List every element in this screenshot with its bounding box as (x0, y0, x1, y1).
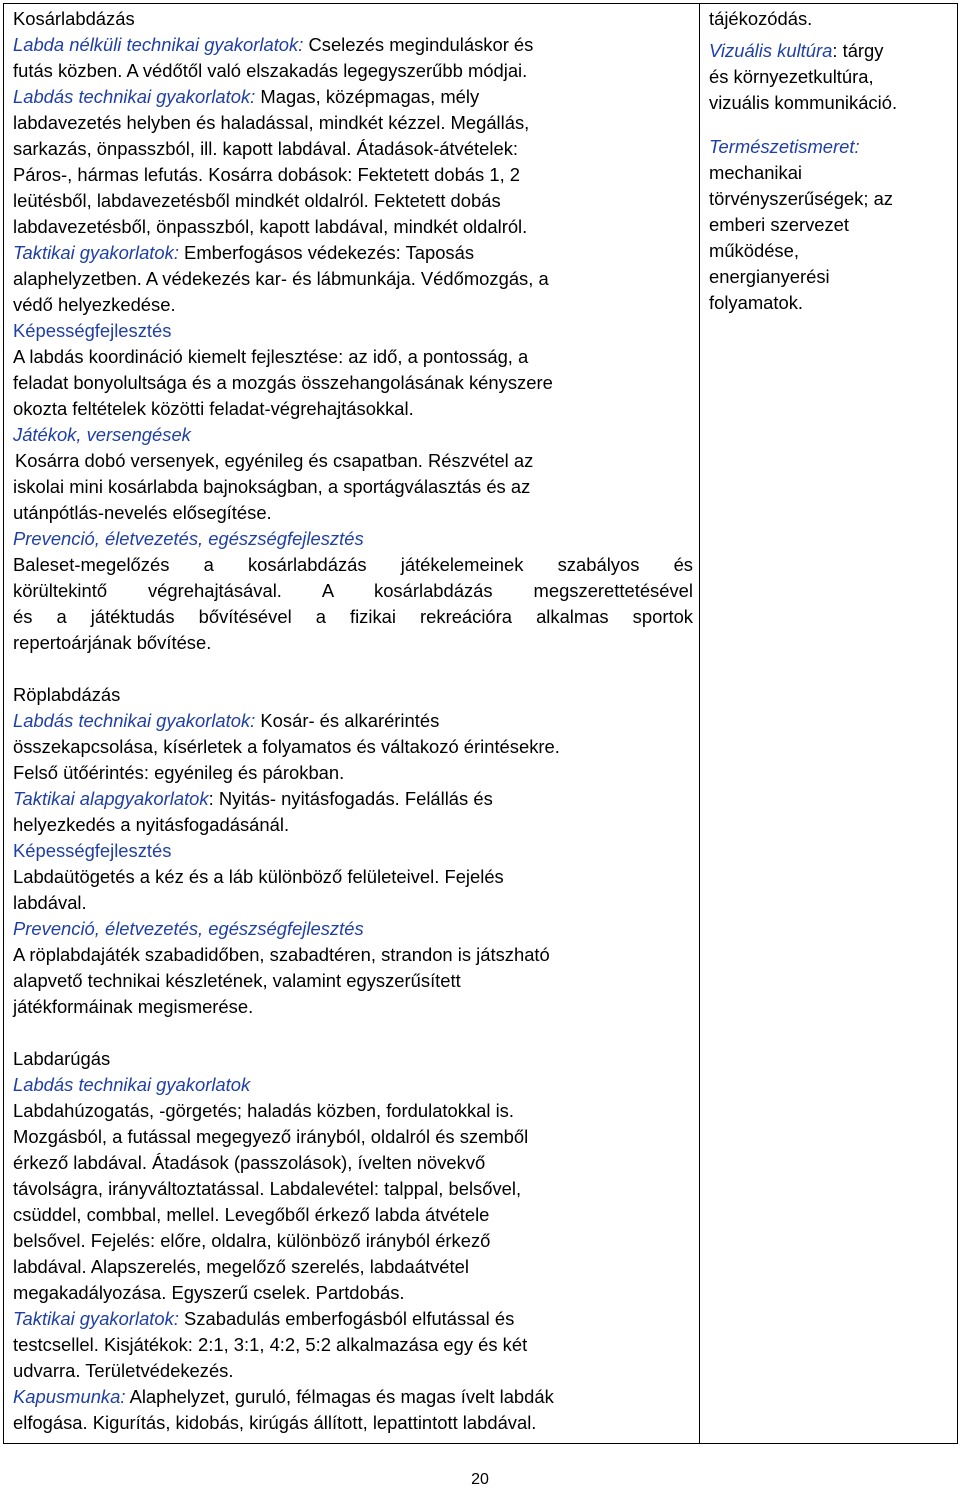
text-line: labdavezetés helyben és haladással, mindkét kézzel. Megállás, (13, 112, 530, 133)
text-line: iskolai mini kosárlabda bajnokságban, a sportágválasztás és az (13, 476, 531, 497)
connection-line: működése, (709, 240, 799, 261)
subheading-kepessegfejlesztes: Képességfejlesztés (13, 320, 172, 341)
column-divider (699, 4, 700, 1443)
text-line: sarkazás, önpasszból, ill. kapott labdával. Átadások-átvételek: (13, 138, 518, 159)
section-title-basketball: Kosárlabdázás (13, 8, 135, 29)
text-line: testcsellel. Kisjátékok: 2:1, 3:1, 4:2, 5:2 alkalmazása egy és két (13, 1334, 528, 1355)
connection-line: tájékozódás. (709, 8, 813, 29)
text-line: repertoárjának bővítése. (13, 632, 212, 653)
text-line: védő helyezkedése. (13, 294, 176, 315)
text-line: futás közben. A védőtől való elszakadás legegyszerűbb módjai. (13, 60, 528, 81)
connection-line: folyamatok. (709, 292, 804, 313)
text-line: Felső ütőérintés: egyénileg és párokban. (13, 762, 345, 783)
subheading-kepessegfejlesztes: Képességfejlesztés (13, 840, 172, 861)
para-gap (709, 116, 949, 134)
text-line: alaphelyzetben. A védekezés kar- és lábmunkája. Védőmozgás, a (13, 268, 549, 289)
text-line: Taktikai alapgyakorlatok: Nyitás- nyitásfogadás. Felállás és (13, 788, 493, 809)
text-line: A labdás koordináció kiemelt fejlesztése: az idő, a pontosság, a (13, 346, 529, 367)
subheading-jatekok: Játékok, versengések (13, 424, 191, 445)
subheading-prevencio: Prevenció, életvezetés, egészségfejlesztés (13, 528, 364, 549)
connection-line: és környezetkultúra, (709, 66, 874, 87)
connections-column (709, 6, 949, 316)
text-line: feladat bonyolultsága és a mozgás összehangolásának kényszere (13, 372, 553, 393)
text-line: A röplabdajáték szabadidőben, szabadtéren, strandon is játszható (13, 944, 550, 965)
text-line: játékformáinak megismerése. (13, 996, 254, 1017)
section-gap (13, 656, 693, 682)
text-line: összekapcsolása, kísérletek a folyamatos és váltakozó érintésekre. (13, 736, 560, 757)
connection-line: emberi szervezet (709, 214, 850, 235)
text-line: labdával. Alapszerelés, megelőző szerelés, labdaátvétel (13, 1256, 469, 1277)
text-line: helyezkedés a nyitásfogadásánál. (13, 814, 290, 835)
text-line: Kosárra dobó versenyek, egyénileg és csapatban. Részvétel az (15, 450, 534, 471)
connection-line: energianyerési (709, 266, 830, 287)
text-line: Labdás technikai gyakorlatok: Kosár- és alkarérintés (13, 710, 440, 731)
text-line: Taktikai gyakorlatok: Szabadulás emberfogásból elfutással és (13, 1308, 515, 1329)
text-line: Taktikai gyakorlatok: Emberfogásos védekezés: Taposás (13, 242, 475, 263)
text-line: udvarra. Területvédekezés. (13, 1360, 234, 1381)
section-title-football: Labdarúgás (13, 1048, 111, 1069)
text-line: utánpótlás-nevelés elősegítése. (13, 502, 272, 523)
subheading-technikai: Labdás technikai gyakorlatok (13, 1074, 251, 1095)
section-title-volleyball: Röplabdázás (13, 684, 121, 705)
section-gap (13, 1020, 693, 1046)
curriculum-table (3, 3, 958, 1444)
page-number: 20 (471, 1471, 489, 1488)
text-line: körültekintő végrehajtásával. A kosárlabdázás megszerettetésével (13, 580, 693, 601)
text-line: megakadályozása. Egyszerű cselek. Partdobás. (13, 1282, 405, 1303)
text-line: Labdahúzogatás, -görgetés; haladás közben, fordulatokkal is. (13, 1100, 514, 1121)
text-line: érkező labdával. Átadások (passzolások), ívelten növekvő (13, 1152, 486, 1173)
text-line: csüddel, combbal, mellel. Levegőből érkező labda átvétele (13, 1204, 490, 1225)
text-line: alapvető technikai készletének, valamint egyszerűsített (13, 970, 461, 991)
text-line: okozta feltételek közötti feladat-végrehajtásokkal. (13, 398, 414, 419)
text-line: elfogása. Kigurítás, kidobás, kirúgás állított, lepattintott labdával. (13, 1412, 537, 1433)
connection-heading: Természetismeret: (709, 136, 860, 157)
text-line: és a játéktudás bővítésével a fizikai rekreációra alkalmas sportok (13, 606, 693, 627)
subheading-prevencio: Prevenció, életvezetés, egészségfejlesztés (13, 918, 364, 939)
text-line: belsővel. Fejelés: előre, oldalra, különböző irányból érkező (13, 1230, 491, 1251)
text-line: Labdás technikai gyakorlatok: Magas, középmagas, mély (13, 86, 480, 107)
connection-line: vizuális kommunikáció. (709, 92, 898, 113)
text-line: Labda nélküli technikai gyakorlatok: Cselezés meginduláskor és (13, 34, 534, 55)
connection-line: mechanikai (709, 162, 803, 183)
connection-line: Vizuális kultúra: tárgy (709, 40, 884, 61)
text-line: leütésből, labdavezetésből mindkét oldalról. Fektetett dobás (13, 190, 501, 211)
text-line: távolságra, irányváltoztatással. Labdalevétel: talppal, belsővel, (13, 1178, 522, 1199)
text-line: labdával. (13, 892, 87, 913)
text-line: Baleset-megelőzés a kosárlabdázás játékelemeinek szabályos és (13, 554, 693, 575)
content-column (13, 6, 693, 1436)
text-line: Kapusmunka: Alaphelyzet, guruló, félmagas és magas ívelt labdák (13, 1386, 554, 1407)
text-line: Mozgásból, a futással megegyező irányból, oldalról és szemből (13, 1126, 529, 1147)
text-line: labdavezetésből, önpasszból, kapott labdával, mindkét oldalról. (13, 216, 528, 237)
connection-line: törvényszerűségek; az (709, 188, 893, 209)
text-line: Labdaütögetés a kéz és a láb különböző felületeivel. Fejelés (13, 866, 504, 887)
text-line: Páros-, hármas lefutás. Kosárra dobások: Fektetett dobás 1, 2 (13, 164, 521, 185)
